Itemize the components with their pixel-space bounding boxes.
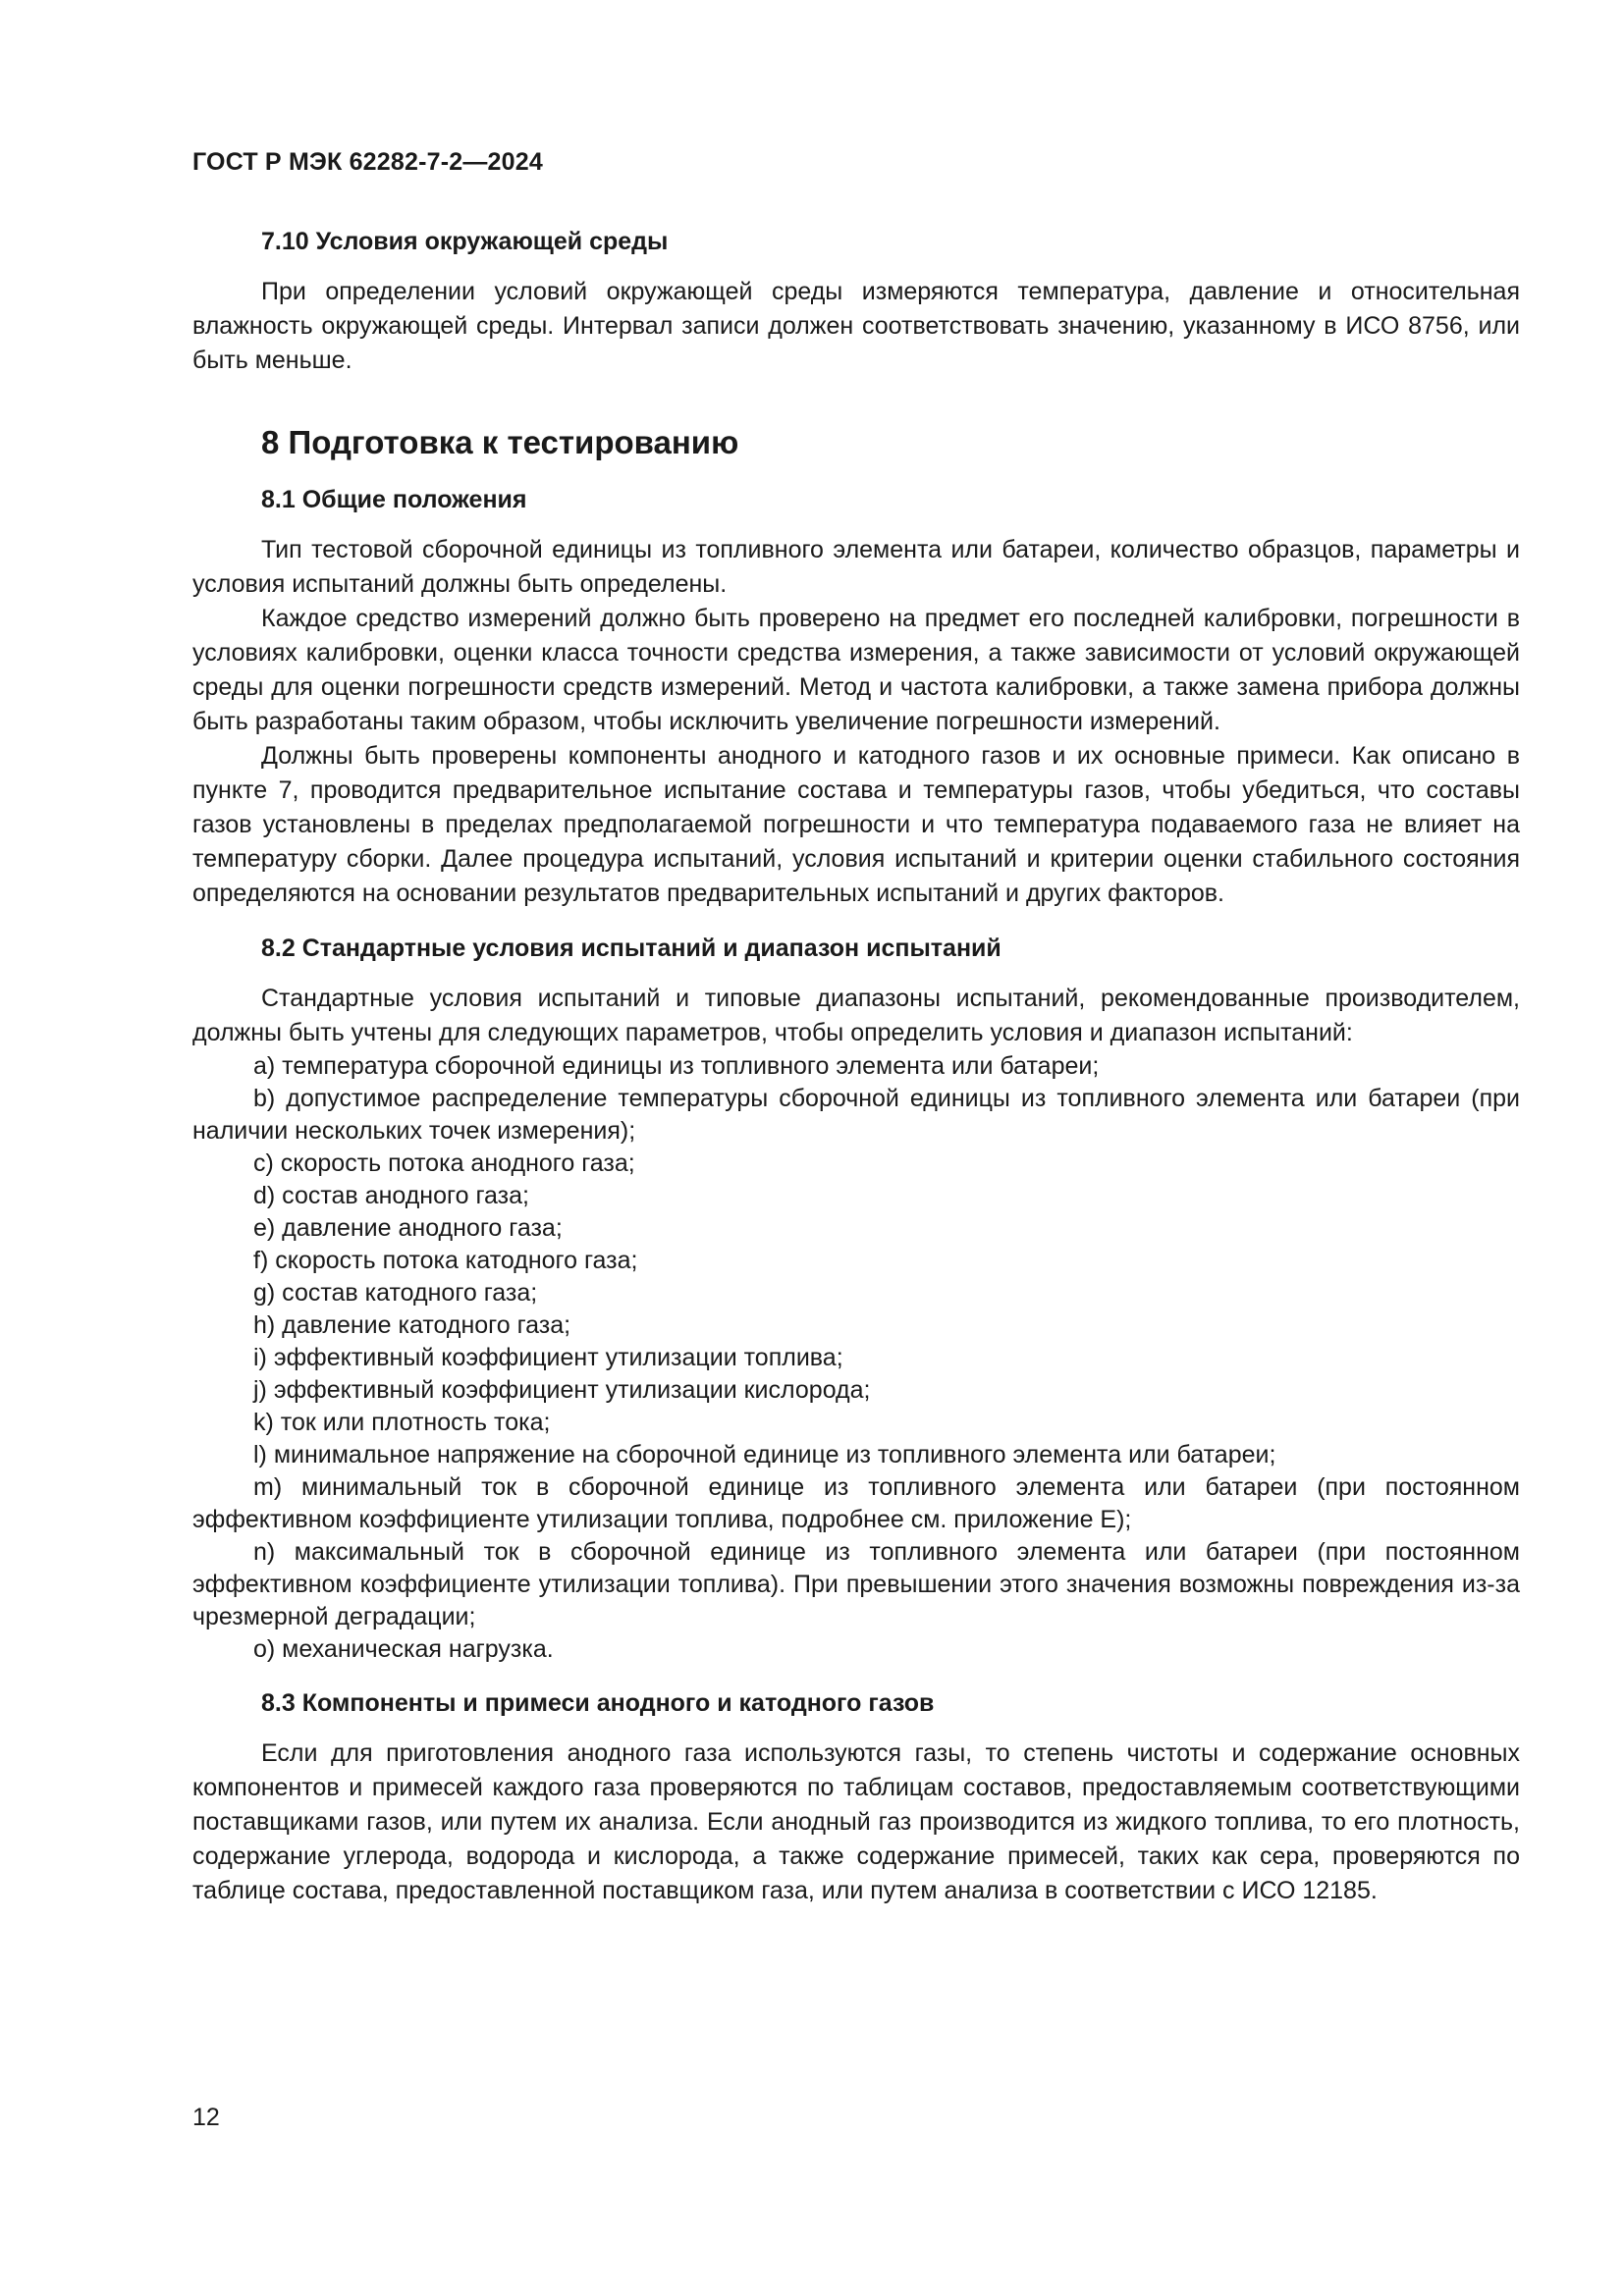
list-item-g: g) состав катодного газа; [253, 1279, 538, 1307]
list-item-e: e) давление анодного газа; [253, 1214, 563, 1242]
page-content [192, 226, 1520, 1908]
parameter-list [192, 1050, 1520, 1666]
list-item-i: i) эффективный коэффициент утилизации топлива; [253, 1344, 843, 1371]
list-item-b: b) допустимое распределение температуры сборочной единицы из топливного элемента или батареи (при наличии нескольких точек измерения); [192, 1085, 1520, 1145]
heading-8-3: 8.3 Компоненты и примеси анодного и катодного газов [261, 1689, 935, 1717]
list-item-h: h) давление катодного газа; [253, 1311, 571, 1339]
list-item-a: a) температура сборочной единицы из топливного элемента или батареи; [253, 1052, 1100, 1080]
heading-8-2: 8.2 Стандартные условия испытаний и диапазон испытаний [261, 934, 1001, 962]
paragraph-8-1-3: Должны быть проверены компоненты анодного и катодного газов и их основные примеси. Как описано в пункте 7, проводится предварительное испытание состава и температуры газов, чтобы убедиться, что составы газов установлены в пределах предполагаемой погрешности и что температура подаваемого газа не влияет на температуру сборки. Далее процедура испытаний, условия испытаний и критерии оценки стабильного состояния определяются на основании результатов предварительных испытаний и других факторов. [192, 742, 1520, 907]
paragraph-8-3-1: Если для приготовления анодного газа используются газы, то степень чистоты и содержание основных компонентов и примесей каждого газа проверяются по таблицам составов, предоставляемым соответствующими поставщиками газов, или путем их анализа. Если анодный газ производится из жидкого топлива, то его плотность, содержание углерода, водорода и кислорода, а также содержание примесей, таких как сера, проверяются по таблице состава, предоставленной поставщиком газа, или путем анализа в соответствии с ИСО 12185. [192, 1739, 1520, 1904]
heading-section-8: 8 Подготовка к тестированию [261, 424, 739, 460]
paragraph-8-1-1: Тип тестовой сборочной единицы из топливного элемента или батареи, количество образцов, параметры и условия испытаний должны быть определены. [192, 536, 1520, 598]
paragraph-8-1-2: Каждое средство измерений должно быть проверено на предмет его последней калибровки, погрешности в условиях калибровки, оценки класса точности средства измерения, а также зависимости от условий окружающей среды для оценки погрешности средств измерений. Метод и частота калибровки, а также замена прибора должны быть разработаны таким образом, чтобы исключить увеличение погрешности измерений. [192, 605, 1520, 735]
list-item-o: o) механическая нагрузка. [253, 1635, 554, 1663]
list-item-f: f) скорость потока катодного газа; [253, 1247, 638, 1274]
paragraph-7-10-1: При определении условий окружающей среды измеряются температура, давление и относительная влажность окружающей среды. Интервал записи должен соответствовать значению, указанному в ИСО 8756, или быть меньше. [192, 278, 1520, 374]
list-item-j: j) эффективный коэффициент утилизации кислорода; [253, 1376, 871, 1404]
list-item-c: c) скорость потока анодного газа; [253, 1149, 635, 1177]
list-item-d: d) состав анодного газа; [253, 1182, 529, 1209]
list-item-l: l) минимальное напряжение на сборочной единице из топливного элемента или батареи; [253, 1441, 1276, 1468]
document-id-header: ГОСТ Р МЭК 62282-7-2—2024 [192, 148, 543, 176]
paragraph-8-2-1: Стандартные условия испытаний и типовые диапазоны испытаний, рекомендованные производителем, должны быть учтены для следующих параметров, чтобы определить условия и диапазон испытаний: [192, 985, 1520, 1046]
heading-8-1: 8.1 Общие положения [261, 486, 527, 513]
heading-7-10: 7.10 Условия окружающей среды [261, 228, 669, 255]
list-item-m: m) минимальный ток в сборочной единице из топливного элемента или батареи (при постоянном эффективном коэффициенте утилизации топлива, подробнее см. приложение Е); [192, 1473, 1520, 1533]
list-item-n: n) максимальный ток в сборочной единице из топливного элемента или батареи (при постоянном эффективном коэффициенте утилизации топлива). При превышении этого значения возможны повреждения из-за чрезмерной деградации; [192, 1538, 1520, 1630]
list-item-k: k) ток или плотность тока; [253, 1409, 551, 1436]
page-number: 12 [192, 2104, 220, 2131]
